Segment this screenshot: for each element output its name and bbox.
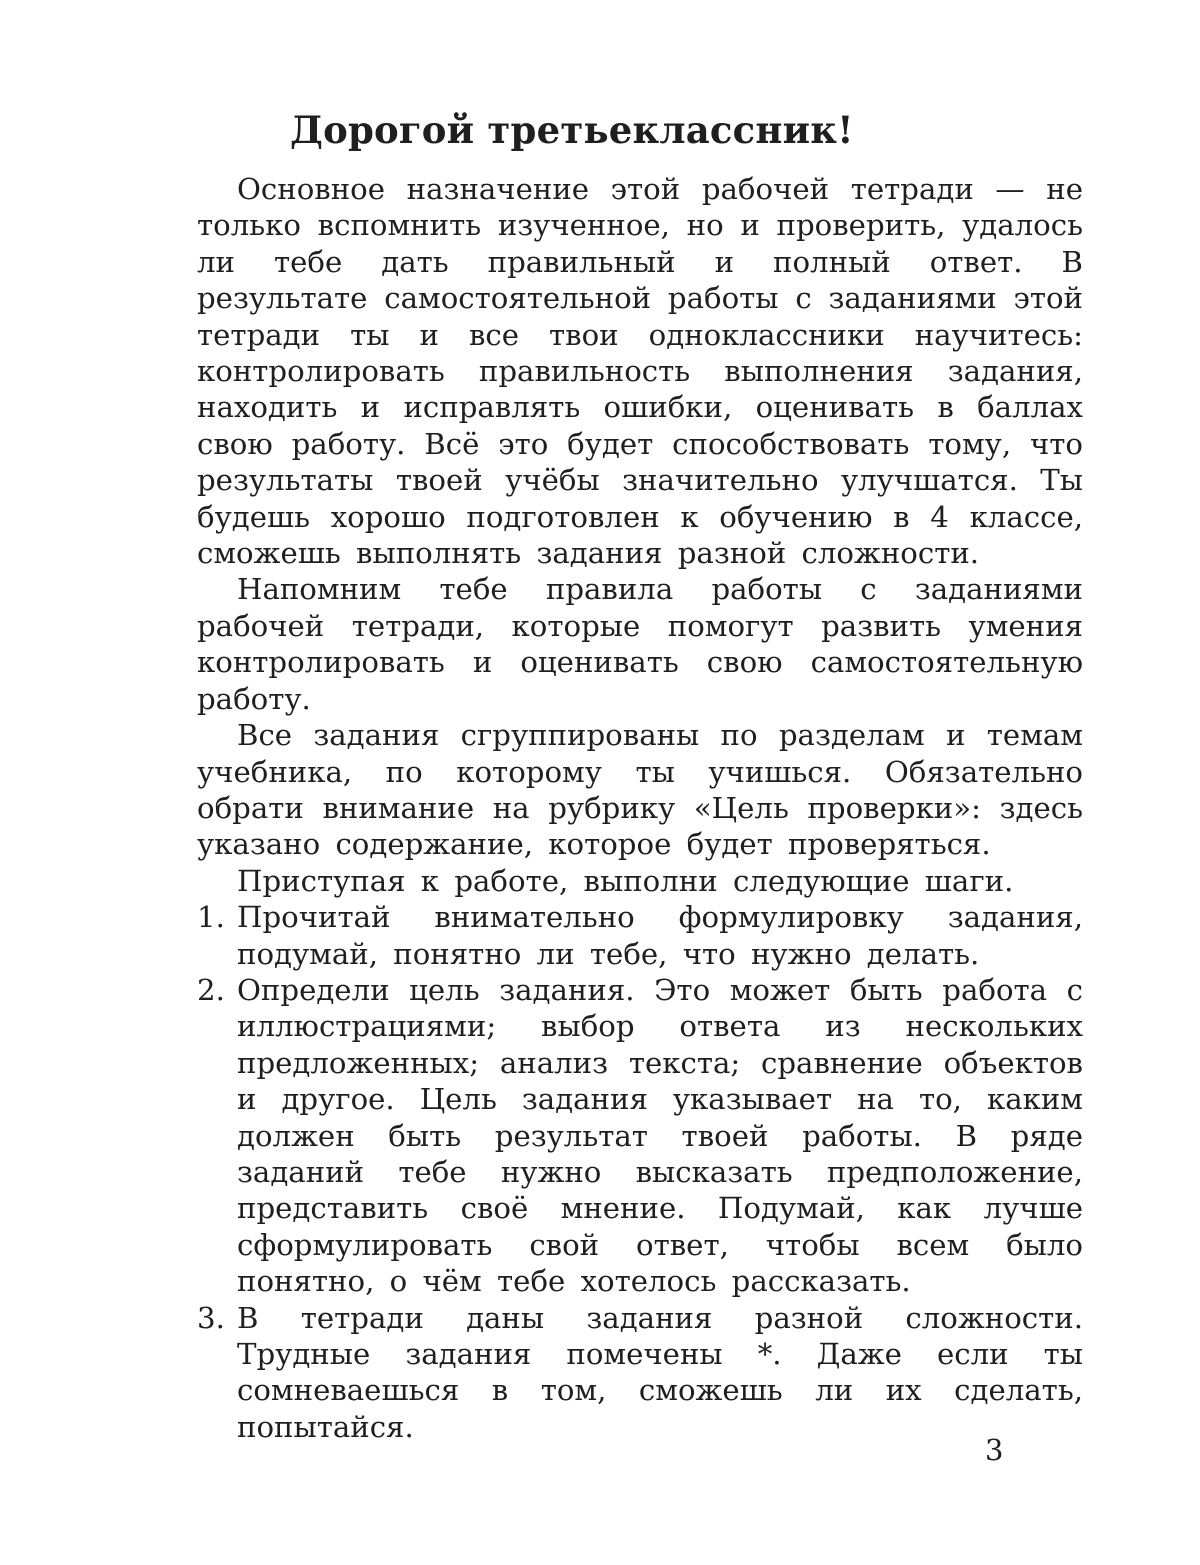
step-text: В тетради даны задания разной сложности. Трудные задания помечены *. Даже если ты сомневаешься в том, сможешь ли их сделать, попытайся. bbox=[237, 1300, 1083, 1444]
step-text: Определи цель задания. Это может быть работа с иллюстрациями; выбор ответа из нескольких предложенных; анализ текста; сравнение объектов и другое. Цель задания указывает на то, каким должен быть результат твоей работы. В ряде заданий тебе нужно высказать предположение, представить своё мнение. Подумай, как лучше сформулировать свой ответ, чтобы всем было понятно, о чём тебе хотелось рассказать. bbox=[237, 972, 1083, 1299]
list-item bbox=[197, 899, 1083, 972]
list-item bbox=[197, 1300, 1083, 1446]
steps-list bbox=[197, 899, 1083, 1445]
paragraph-purpose: Основное назначение этой рабочей тетради — не только вспомнить изученное, но и проверить, удалось ли тебе дать правильный и полный ответ. В результате самостоятельной работы с заданиями этой тетради ты и все твои одноклассники научитесь: контролировать правильность выполнения задания, находить и исправлять ошибки, оценивать в баллах свою работу. Всё это будет способствовать тому, что результаты твоей учёбы значительно улучшатся. Ты будешь хорошо подготовлен к обучению в 4 классе, сможешь выполнять задания разной сложности. bbox=[197, 172, 1083, 571]
intro-text bbox=[197, 171, 1083, 1445]
step-number: 2. bbox=[197, 972, 225, 1007]
page-title: Дорогой третьеклассник! bbox=[290, 108, 854, 152]
list-item bbox=[197, 972, 1083, 1300]
step-number: 3. bbox=[197, 1300, 225, 1335]
step-number: 1. bbox=[197, 900, 225, 935]
paragraph-sections: Все задания сгруппированы по разделам и темам учебника, по которому ты учишься. Обязательно обрати внимание на рубрику «Цель проверки»: здесь указано содержание, которое будет проверяться. bbox=[197, 718, 1083, 862]
page-number: 3 bbox=[985, 1433, 1004, 1467]
step-text: Прочитай внимательно формулировку задания, подумай, понятно ли тебе, что нужно делать. bbox=[237, 900, 1083, 971]
paragraph-rules: Напомним тебе правила работы с заданиями рабочей тетради, которые помогут развить умения контролировать и оценивать свою самостоятельную работу. bbox=[197, 572, 1083, 716]
paragraph-steps-intro: Приступая к работе, выполни следующие шаги. bbox=[237, 863, 1014, 898]
